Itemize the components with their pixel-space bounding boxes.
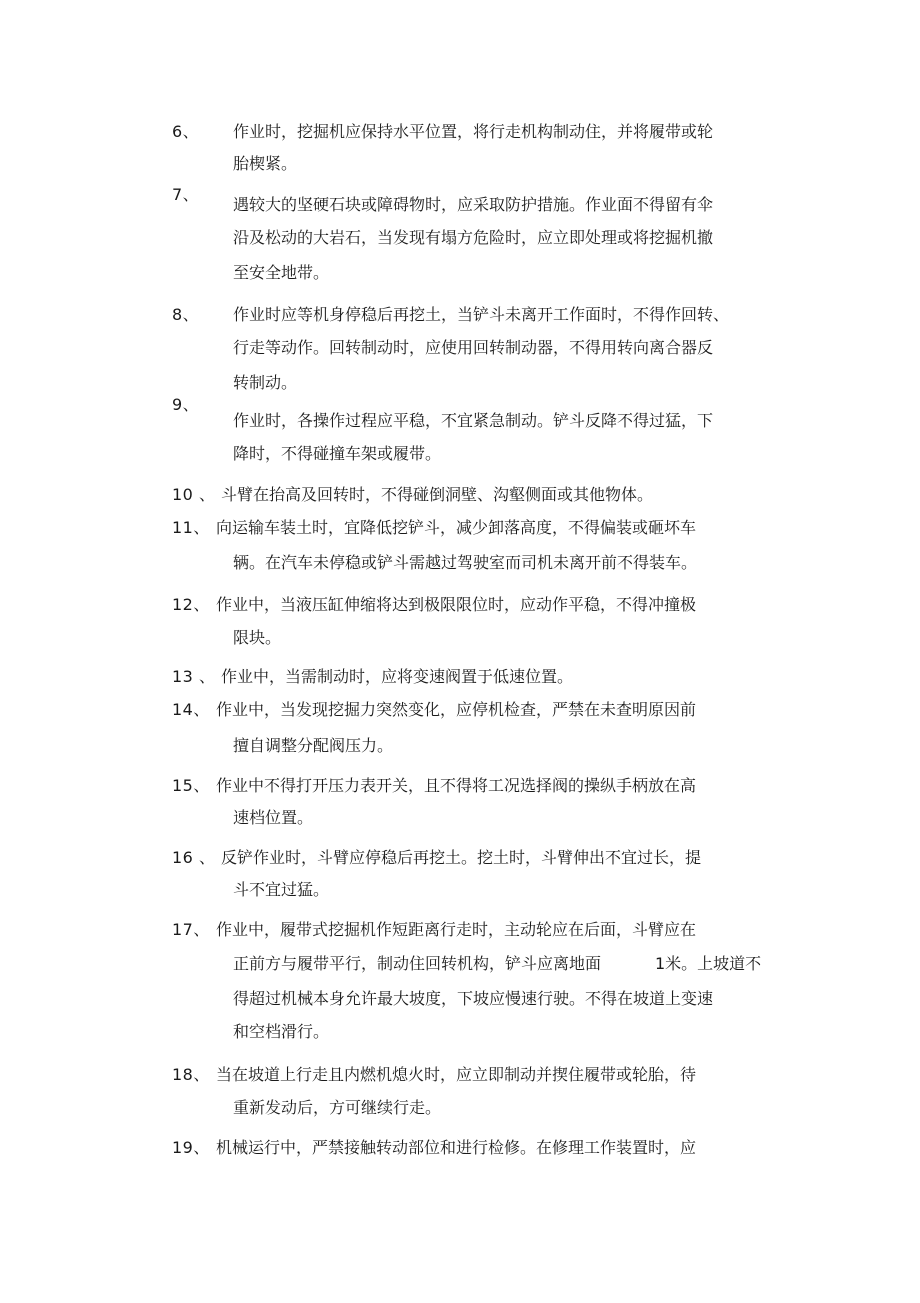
item-text-line: 机械运行中，严禁接触转动部位和进行检修。在修理工作装置时，应	[216, 1138, 697, 1157]
item-number: 7、	[172, 185, 200, 204]
item-number: 17、	[172, 920, 210, 939]
item-text-line: 得超过机械本身允许最大坡度，下坡应慢速行驶。不得在坡道上变速	[233, 989, 714, 1008]
item-number: 9、	[172, 395, 200, 414]
item-text-line: 胎楔紧。	[233, 154, 298, 173]
item-number: 12、	[172, 595, 210, 614]
item-text-line: 重新发动后，方可继续行走。	[233, 1098, 442, 1117]
item-text-line: 作业中，当需制动时，应将变速阀置于低速位置。	[221, 667, 574, 686]
item-text-line: 正前方与履带平行，制动住回转机构，铲斗应离地面	[233, 954, 602, 973]
item-text-line: 向运输车装土时，宜降低挖铲斗，减少卸落高度，不得偏装或砸坏车	[216, 518, 697, 537]
item-number: 11、	[172, 518, 210, 537]
item-text-line: 作业时，各操作过程应平稳，不宜紧急制动。铲斗反降不得过猛，下	[233, 411, 714, 430]
item-number: 15、	[172, 776, 210, 795]
item-text-line: 当在坡道上行走且内燃机熄火时，应立即制动并揳住履带或轮胎，待	[216, 1065, 697, 1084]
item-text-line: 擅自调整分配阀压力。	[233, 736, 394, 755]
item-text-line: 沿及松动的大岩石，当发现有塌方危险时，应立即处理或将挖掘机撤	[233, 228, 714, 247]
item-text-line: 作业时应等机身停稳后再挖土，当铲斗未离开工作面时，不得作回转、	[233, 305, 730, 324]
item-text-line: 作业中，当液压缸伸缩将达到极限限位时，应动作平稳，不得冲撞极	[216, 595, 697, 614]
item-text-line: 作业中不得打开压力表开关，且不得将工况选择阀的操纵手柄放在高	[216, 776, 697, 795]
item-text-line: 辆。在汽车未停稳或铲斗需越过驾驶室而司机未离开前不得装车。	[233, 553, 698, 572]
item-number: 18、	[172, 1065, 210, 1084]
item-text-line: 降时，不得碰撞车架或履带。	[233, 444, 442, 463]
item-text-line: 斗臂在抬高及回转时，不得碰倒洞壁、沟壑侧面或其他物体。	[221, 485, 654, 504]
item-text-line: 反铲作业时，斗臂应停稳后再挖土。挖土时，斗臂伸出不宜过长，提	[221, 848, 702, 867]
item-number: 6、	[172, 122, 200, 141]
item-text-line: 行走等动作。回转制动时，应使用回转制动器，不得用转向离合器反	[233, 338, 714, 357]
item-text-line: 速档位置。	[233, 808, 314, 827]
item-text-line: 作业中，履带式挖掘机作短距离行走时，主动轮应在后面，斗臂应在	[216, 920, 697, 939]
item-number: 13 、	[172, 667, 216, 686]
item-number: 8、	[172, 305, 200, 324]
item-text-line: 转制动。	[233, 373, 298, 392]
item-number: 19、	[172, 1138, 210, 1157]
item-text-line: 和空档滑行。	[233, 1022, 330, 1041]
item-text-line: 作业时，挖掘机应保持水平位置，将行走机构制动住，并将履带或轮	[233, 122, 714, 141]
item-text-line: 至安全地带。	[233, 263, 330, 282]
item-text-line: 遇较大的坚硬石块或障碍物时，应采取防护措施。作业面不得留有伞	[233, 195, 714, 214]
item-text-line: 作业中，当发现挖掘力突然变化，应停机检查，严禁在未查明原因前	[216, 700, 697, 719]
item-text-line: 斗不宜过猛。	[233, 880, 330, 899]
item-text-line: 限块。	[233, 628, 282, 647]
item-number: 14、	[172, 700, 210, 719]
item-text-line: 1米。上坡道不	[655, 954, 762, 973]
item-number: 16 、	[172, 848, 216, 867]
item-number: 10 、	[172, 485, 216, 504]
